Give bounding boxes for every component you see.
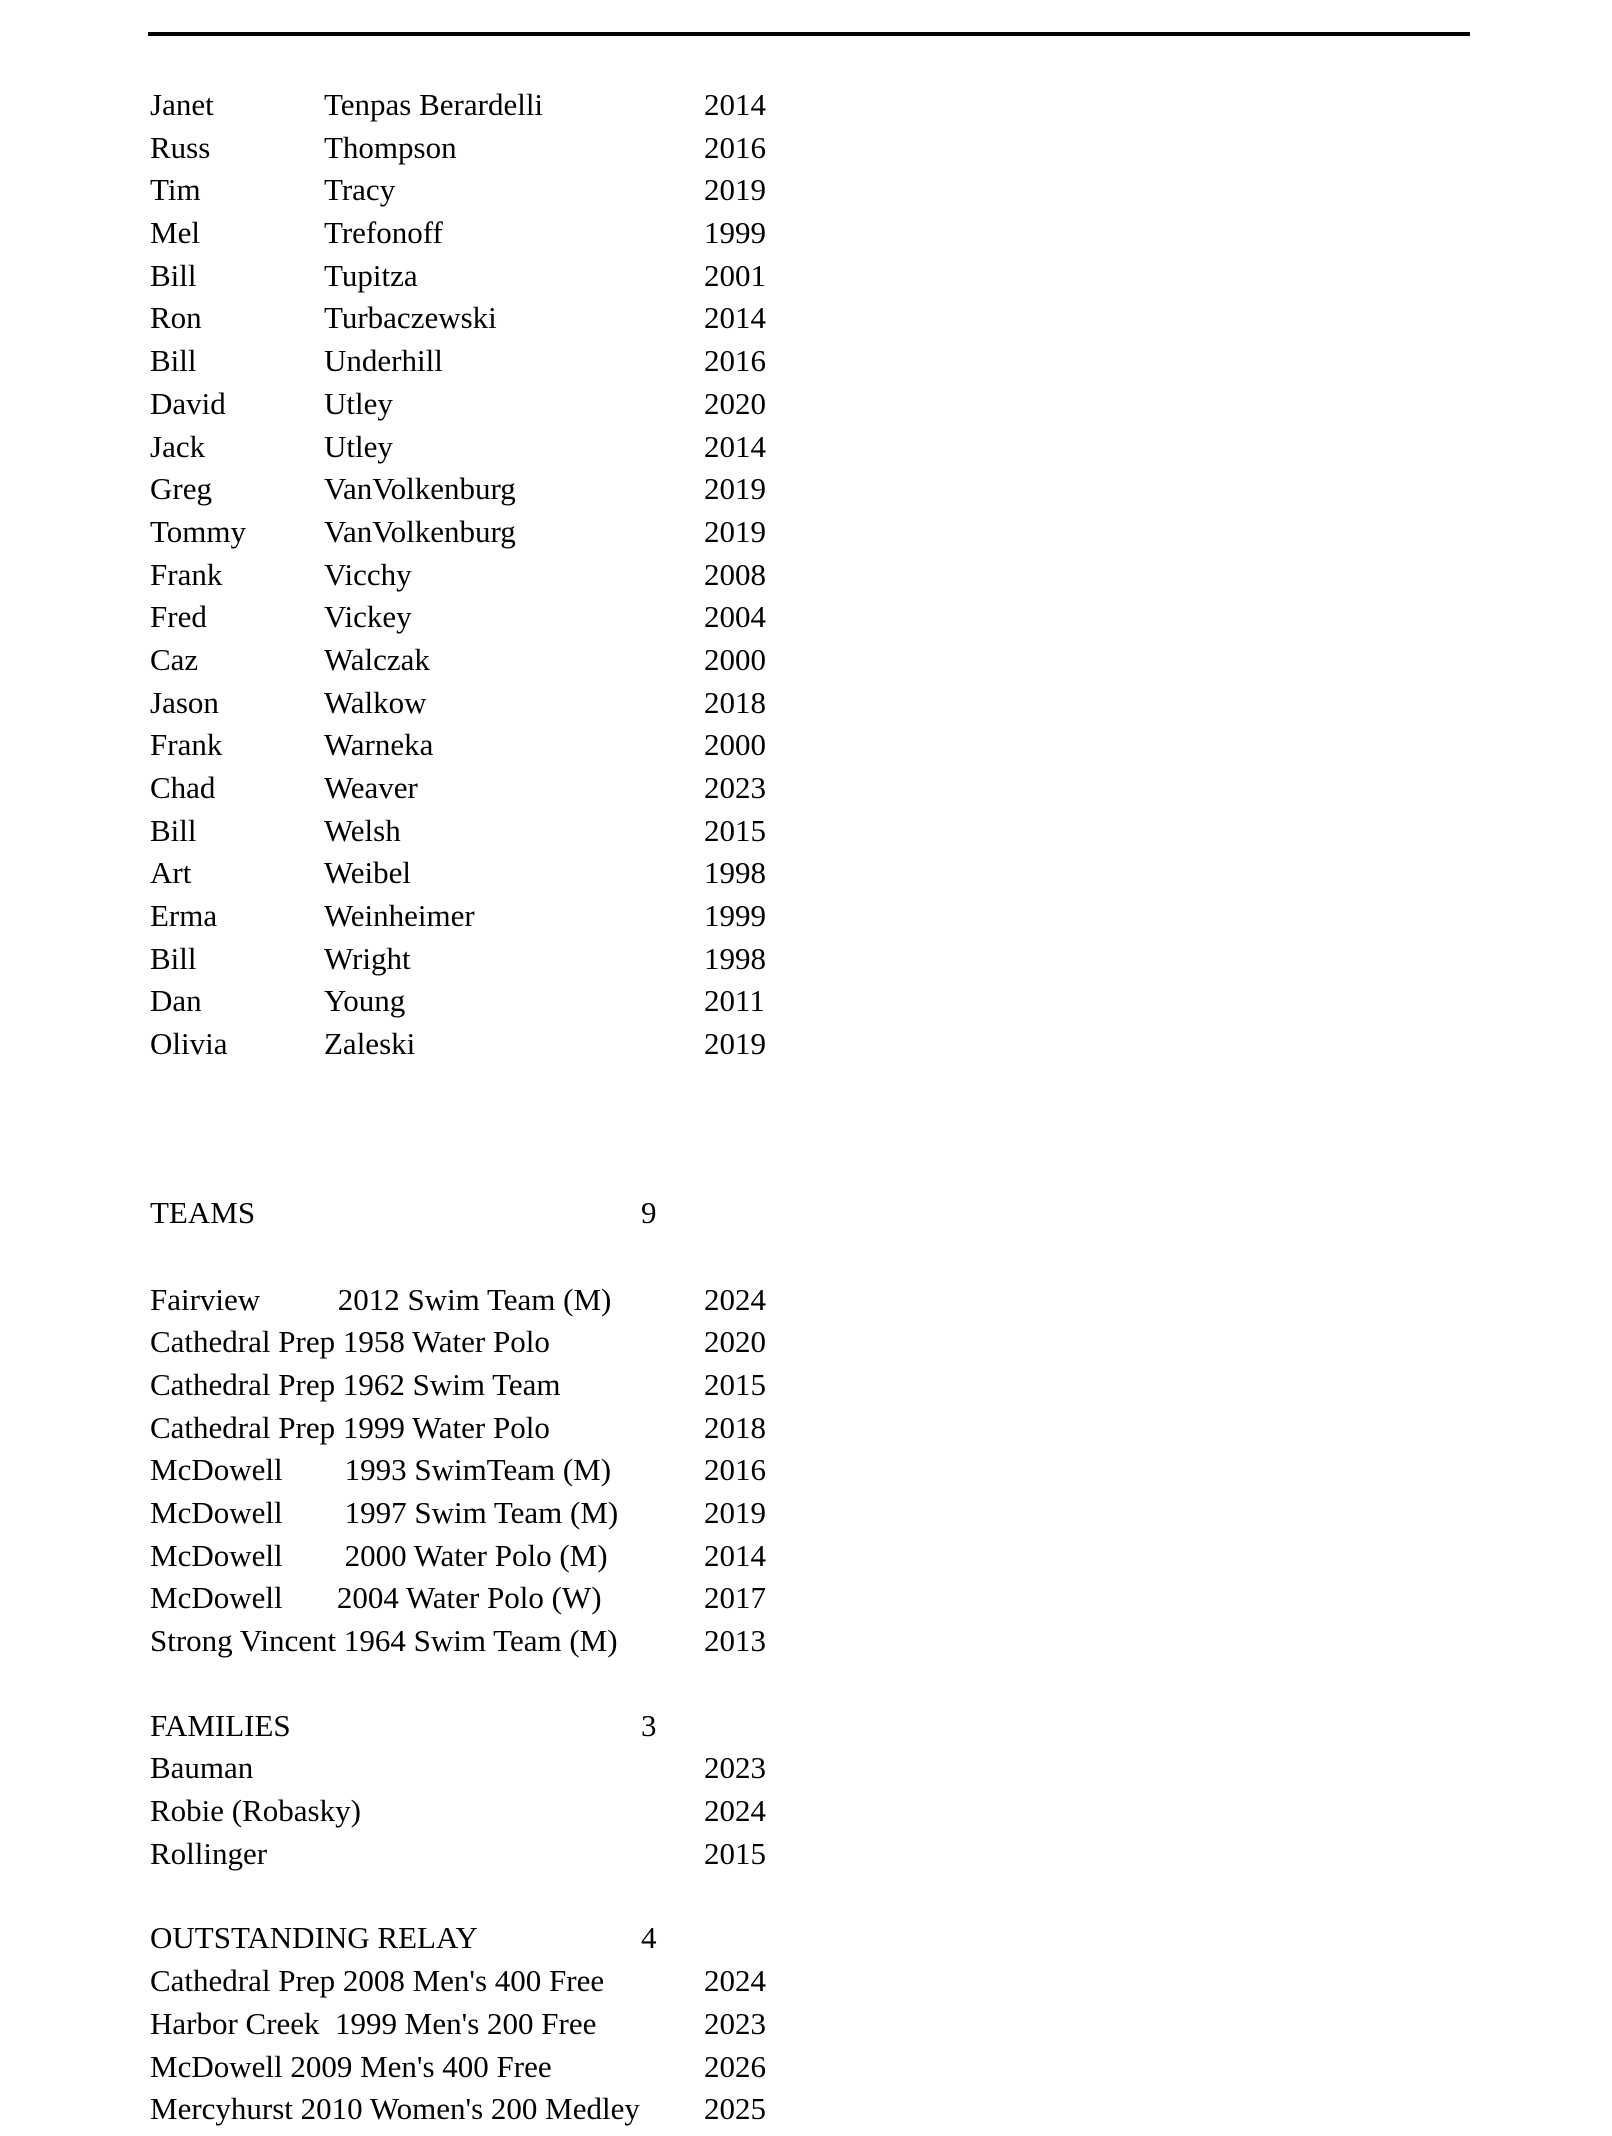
list-item (150, 1364, 1450, 1407)
team-name: Cathedral Prep 1962 Swim Team (150, 1366, 561, 1402)
team-name: McDowell 1993 SwimTeam (M) (150, 1452, 612, 1488)
section-heading-row (150, 1705, 1450, 1748)
first-name: Frank (150, 727, 223, 763)
section-heading-row (150, 1192, 1450, 1235)
first-name: Art (150, 855, 192, 891)
list-item (150, 1833, 1450, 1876)
first-name: Ron (150, 300, 202, 336)
relay-name: Harbor Creek 1999 Men's 200 Free (150, 2005, 597, 2041)
list-item (150, 1407, 1450, 1450)
list-item (150, 84, 1450, 127)
outstanding-relay-section (150, 1917, 1450, 2130)
induction-year: 2019 (704, 513, 766, 549)
teams-count: 9 (641, 1194, 657, 1230)
list-item (150, 1577, 1450, 1620)
last-name: VanVolkenburg (324, 471, 516, 507)
family-name: Robie (Robasky) (150, 1793, 361, 1829)
last-name: Utley (324, 428, 393, 464)
first-name: Bill (150, 343, 197, 379)
list-item (150, 468, 1450, 511)
induction-year: 2011 (704, 983, 765, 1019)
induction-year: 2000 (704, 727, 766, 763)
list-item (150, 127, 1450, 170)
relay-name: Cathedral Prep 2008 Men's 400 Free (150, 1963, 605, 1999)
list-item (150, 1023, 1450, 1066)
teams-section (150, 1192, 1450, 1663)
team-name: McDowell 1997 Swim Team (M) (150, 1494, 619, 1530)
list-item (150, 340, 1450, 383)
last-name: Weaver (324, 770, 418, 805)
first-name: Janet (150, 87, 214, 122)
list-item (150, 554, 1450, 597)
teams-heading: TEAMS (150, 1194, 256, 1230)
last-name: Vicchy (324, 556, 412, 592)
first-name: Frank (150, 556, 223, 592)
spacer (150, 1066, 1450, 1192)
induction-year: 1998 (704, 855, 766, 891)
relay-heading: OUTSTANDING RELAY (150, 1920, 478, 1956)
top-divider (148, 32, 1470, 36)
list-item (150, 724, 1450, 767)
last-name: Tracy (324, 172, 396, 208)
last-name: Tupitza (324, 257, 418, 293)
last-name: Underhill (324, 343, 443, 379)
induction-year: 2015 (704, 1366, 766, 1402)
team-name: McDowell 2000 Water Polo (M) (150, 1537, 608, 1573)
last-name: Walczak (324, 641, 430, 677)
induction-year: 2016 (704, 129, 766, 165)
team-name: Strong Vincent 1964 Swim Team (M) (150, 1623, 618, 1658)
list-item (150, 1790, 1450, 1833)
list-item (150, 212, 1450, 255)
first-name: Tim (150, 172, 201, 208)
last-name: Weibel (324, 855, 412, 891)
list-item (150, 169, 1450, 212)
induction-year: 2014 (704, 428, 766, 464)
induction-year: 1999 (704, 215, 766, 251)
last-name: Trefonoff (324, 215, 443, 251)
induction-year: 2013 (704, 1623, 766, 1658)
last-name: Welsh (324, 812, 401, 848)
list-item (150, 511, 1450, 554)
first-name: David (150, 385, 226, 421)
section-heading-row (150, 1917, 1450, 1960)
induction-year: 2020 (704, 385, 766, 421)
induction-year: 2015 (704, 1835, 766, 1871)
first-name: Bill (150, 257, 197, 293)
induction-year: 2019 (704, 1494, 766, 1530)
induction-year: 2017 (704, 1580, 766, 1616)
induction-year: 2023 (704, 1750, 766, 1786)
induction-year: 2018 (704, 684, 766, 720)
last-name: Vickey (324, 599, 412, 635)
induction-year: 2008 (704, 556, 766, 592)
induction-year: 2026 (704, 2048, 766, 2084)
induction-year: 2023 (704, 770, 766, 805)
first-name: Jack (150, 428, 206, 464)
list-item (150, 1960, 1450, 2003)
list-item (150, 1279, 1450, 1322)
last-name: VanVolkenburg (324, 513, 516, 549)
induction-year: 2024 (704, 1793, 766, 1829)
last-name: Thompson (324, 129, 457, 165)
first-name: Greg (150, 471, 212, 507)
list-item (150, 255, 1450, 298)
induction-year: 2019 (704, 172, 766, 208)
first-name: Bill (150, 940, 197, 976)
team-name: McDowell 2004 Water Polo (W) (150, 1580, 602, 1616)
last-name: Utley (324, 385, 393, 421)
list-item (150, 2046, 1450, 2089)
last-name: Warneka (324, 727, 434, 763)
list-item (150, 1535, 1450, 1578)
list-item (150, 810, 1450, 853)
list-item (150, 682, 1450, 725)
list-item (150, 895, 1450, 938)
family-name: Rollinger (150, 1835, 268, 1871)
relay-name: McDowell 2009 Men's 400 Free (150, 2048, 552, 2084)
list-item (150, 767, 1450, 810)
first-name: Dan (150, 983, 202, 1019)
first-name: Jason (150, 684, 219, 720)
list-item (150, 980, 1450, 1023)
induction-year: 2014 (704, 1537, 766, 1573)
induction-year: 2023 (704, 2005, 766, 2041)
spacer (150, 1875, 1450, 1917)
first-name: Olivia (150, 1026, 228, 1062)
spacer (150, 1235, 1450, 1279)
induction-year: 2014 (704, 300, 766, 336)
first-name: Fred (150, 599, 207, 635)
first-name: Russ (150, 129, 211, 165)
induction-year: 2024 (704, 1963, 766, 1999)
last-name: Young (324, 983, 406, 1019)
last-name: Tenpas Berardelli (324, 87, 544, 122)
team-name: Cathedral Prep 1958 Water Polo (150, 1324, 550, 1360)
first-name: Tommy (150, 513, 246, 549)
relay-name: Mercyhurst 2010 Women's 200 Medley (150, 2091, 640, 2127)
first-name: Bill (150, 812, 197, 848)
inductee-document (150, 84, 1450, 2131)
induction-year: 2019 (704, 471, 766, 507)
family-name: Bauman (150, 1750, 254, 1786)
induction-year: 2000 (704, 641, 766, 677)
induction-year: 2016 (704, 1452, 766, 1488)
last-name: Zaleski (324, 1026, 416, 1062)
list-item (150, 383, 1450, 426)
individual-inductees-list (150, 84, 1450, 1066)
first-name: Caz (150, 641, 199, 677)
last-name: Walkow (324, 684, 427, 720)
induction-year: 2014 (704, 87, 766, 122)
induction-year: 2024 (704, 1281, 766, 1317)
first-name: Erma (150, 898, 218, 934)
induction-year: 1999 (704, 898, 766, 934)
last-name: Wright (324, 940, 411, 976)
families-heading: FAMILIES (150, 1707, 291, 1743)
induction-year: 2004 (704, 599, 766, 635)
families-count: 3 (641, 1707, 657, 1743)
first-name: Chad (150, 770, 216, 805)
list-item (150, 297, 1450, 340)
last-name: Turbaczewski (324, 300, 497, 336)
list-item (150, 1492, 1450, 1535)
induction-year: 2016 (704, 343, 766, 379)
list-item (150, 639, 1450, 682)
team-name: Fairview 2012 Swim Team (M) (150, 1281, 612, 1317)
list-item (150, 2003, 1450, 2046)
induction-year: 2019 (704, 1026, 766, 1062)
induction-year: 2025 (704, 2091, 766, 2127)
list-item (150, 1321, 1450, 1364)
list-item (150, 1620, 1450, 1663)
list-item (150, 2088, 1450, 2131)
list-item (150, 1747, 1450, 1790)
team-name: Cathedral Prep 1999 Water Polo (150, 1409, 550, 1445)
spacer (150, 1663, 1450, 1705)
last-name: Weinheimer (324, 898, 475, 934)
induction-year: 2015 (704, 812, 766, 848)
induction-year: 1998 (704, 940, 766, 976)
induction-year: 2020 (704, 1324, 766, 1360)
induction-year: 2001 (704, 257, 766, 293)
list-item (150, 596, 1450, 639)
induction-year: 2018 (704, 1409, 766, 1445)
list-item (150, 852, 1450, 895)
families-section (150, 1705, 1450, 1876)
first-name: Mel (150, 215, 200, 251)
list-item (150, 1449, 1450, 1492)
list-item (150, 426, 1450, 469)
list-item (150, 938, 1450, 981)
relay-count: 4 (641, 1920, 657, 1956)
